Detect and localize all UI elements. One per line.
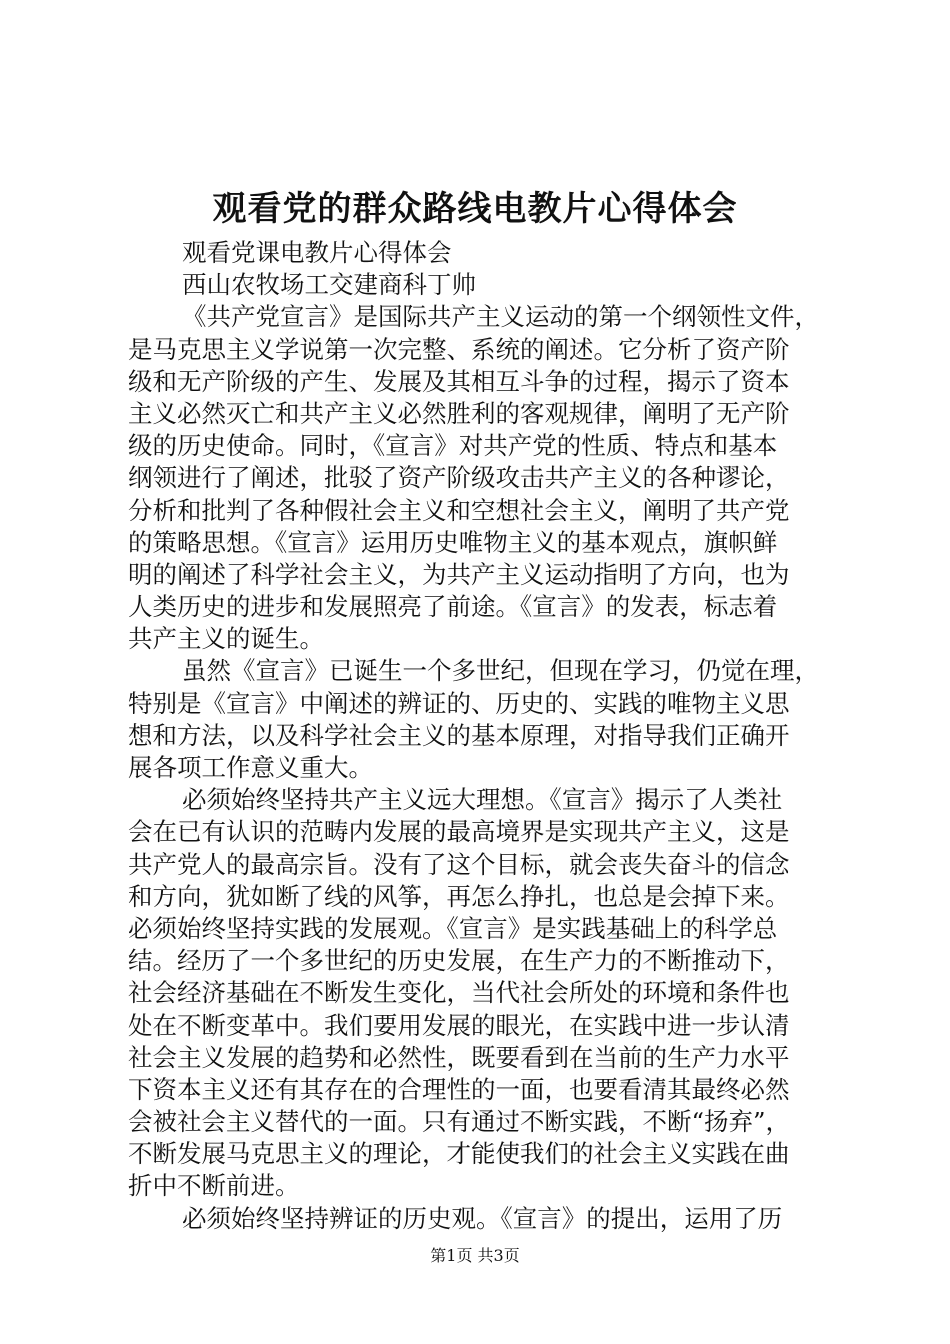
- text-line: 必须始终坚持辨证的历史观。《宣言》的提出，运用了历: [182, 1203, 783, 1233]
- text-line: 会在已有认识的范畴内发展的最高境界是实现共产主义，这是: [128, 817, 790, 847]
- text-line: 明的阐述了科学社会主义，为共产主义运动指明了方向，也为: [128, 559, 790, 589]
- text-line: 主义必然灭亡和共产主义必然胜利的客观规律，阐明了无产阶: [128, 398, 790, 428]
- text-line: 社会经济基础在不断发生变化，当代社会所处的环境和条件也: [128, 978, 790, 1008]
- text-line: 纲领进行了阐述，批驳了资产阶级攻击共产主义的各种谬论，: [128, 463, 790, 493]
- text-line: 级和无产阶级的产生、发展及其相互斗争的过程，揭示了资本: [128, 366, 790, 396]
- text-line: 展各项工作意义重大。: [128, 753, 373, 782]
- text-line: 观看党课电教片心得体会: [182, 238, 452, 267]
- text-line: 结。经历了一个多世纪的历史发展，在生产力的不断推动下，: [128, 946, 790, 976]
- text-line: 分析和批判了各种假社会主义和空想社会主义，阐明了共产党: [128, 495, 790, 525]
- text-line: 折中不断前进。: [128, 1171, 300, 1201]
- text-line: 共产党人的最高宗旨。没有了这个目标，就会丧失奋斗的信念: [128, 849, 790, 879]
- document-title: 观看党的群众路线电教片心得体会: [212, 189, 738, 229]
- text-line: 必须始终坚持实践的发展观。《宣言》是实践基础上的科学总: [128, 913, 778, 943]
- text-line: 共产主义的诞生。: [128, 624, 324, 654]
- text-line: 《共产党宣言》是国际共产主义运动的第一个纲领性文件，: [182, 302, 819, 332]
- text-line: 会被社会主义替代的一面。只有通过不断实践，不断“扬弃”，: [128, 1107, 791, 1137]
- text-line: 西山农牧场工交建商科丁帅: [182, 270, 476, 300]
- text-line: 的策略思想。《宣言》运用历史唯物主义的基本观点，旗帜鲜: [128, 527, 778, 557]
- text-line: 想和方法，以及科学社会主义的基本原理，对指导我们正确开: [128, 720, 790, 750]
- text-line: 和方向，犹如断了线的风筝，再怎么挣扎，也总是会掉下来。: [128, 881, 790, 911]
- text-line: 处在不断变革中。我们要用发展的眼光，在实践中进一步认清: [128, 1010, 790, 1040]
- text-line: 虽然《宣言》已诞生一个多世纪，但现在学习，仍觉在理，: [182, 656, 819, 686]
- text-line: 是马克思主义学说第一次完整、系统的阐述。它分析了资产阶: [128, 334, 790, 364]
- document-body: [128, 237, 834, 1235]
- page-footer: 第1页 共3页: [430, 1246, 520, 1265]
- text-line: 不断发展马克思主义的理论，才能使我们的社会主义实践在曲: [128, 1139, 790, 1169]
- text-line: 必须始终坚持共产主义远大理想。《宣言》揭示了人类社: [182, 785, 783, 815]
- text-line: 下资本主义还有其存在的合理性的一面，也要看清其最终必然: [128, 1074, 790, 1104]
- text-line: 人类历史的进步和发展照亮了前途。《宣言》的发表，标志着: [128, 592, 778, 622]
- text-line: 特别是《宣言》中阐述的辨证的、历史的、实践的唯物主义思: [128, 688, 790, 718]
- text-line: 社会主义发展的趋势和必然性，既要看到在当前的生产力水平: [128, 1042, 790, 1072]
- text-line: 级的历史使命。同时，《宣言》对共产党的性质、特点和基本: [128, 431, 778, 461]
